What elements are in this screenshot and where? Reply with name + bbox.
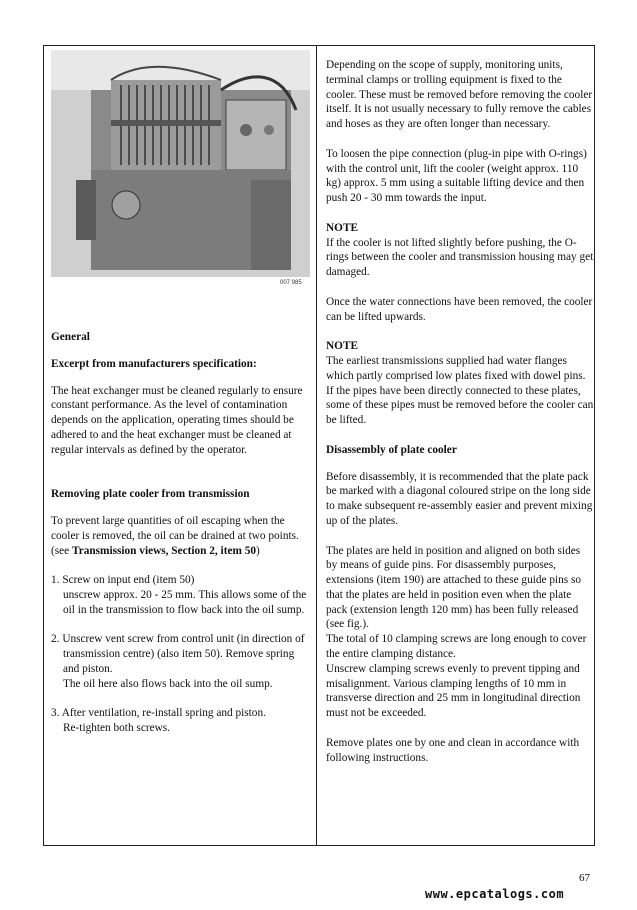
removing-heading: Removing plate cooler from transmission — [51, 488, 250, 501]
step-text: Screw on input end (item 50) — [62, 574, 195, 587]
unscrew-clamping-text: Unscrew clamping screws evenly to prevent tipping and misalignment. Various clamping lengths of 10 mm in transverse direction and 25 mm in longitudinal direction must not be exceeded. — [326, 662, 581, 720]
removing-text-a: To prevent large quantities of oil escaping when the cooler is removed, the oil can be drained at two points. (see — [51, 514, 299, 557]
step-text: After ventilation, re-install spring and piston. — [61, 707, 266, 720]
removing-text-reference: Transmission views, Section 2, item 50 — [72, 544, 257, 557]
transmission-photo — [51, 50, 310, 277]
note-text: The earliest transmissions supplied had water flanges which partly comprised low plates fixed with dowel pins. If the pipes have been directly connected to these plates, some of these pipes must be removed before the cooler can be lifted. — [326, 354, 594, 427]
paragraph-guide-pins — [326, 544, 594, 722]
note-heading: NOTE — [326, 221, 359, 234]
paragraph-scope-of-supply: Depending on the scope of supply, monitoring units, terminal clamps or trolling equipment is fixed to the cooler. These must be removed before removing the cooler itself. It is not usually necessary to fully remove the cables and hoses as they are often longer than necessary. — [326, 59, 593, 131]
guide-pins-text: The plates are held in position and aligned on both sides by means of guide pins. For disassembly purposes, extensions (item 190) are attached to these guide pins so that the plates are held in position even when the plate pack (extension length 120 mm) has been fully released (see fig.). — [326, 544, 582, 631]
clamping-screws-text: The total of 10 clamping screws are long enough to cover the entire clamping distance. — [326, 633, 587, 661]
note-heading: NOTE — [326, 340, 359, 353]
note-text: If the cooler is not lifted slightly before pushing, the O-rings between the cooler and transmission housing may get damaged. — [326, 236, 594, 279]
transmission-photo-drawing — [51, 50, 310, 277]
step-text-continued: unscrew approx. 20 - 25 mm. This allows some of the oil in the transmission to flow back into the oil sump. — [63, 588, 307, 616]
disassembly-heading: Disassembly of plate cooler — [326, 443, 457, 456]
paragraph-lift-cooler: Once the water connections have been removed, the cooler can be lifted upwards. — [326, 295, 593, 323]
step-text: Unscrew vent screw from control unit (in direction of transmission centre) (also item 50). Remove spring and piston. — [62, 633, 305, 675]
paragraph-marking: Before disassembly, it is recommended that the plate pack be marked with a diagonal coloured stripe on the long side to make subsequent re-assembly easier and prevent mixing up of the plates. — [326, 470, 593, 527]
excerpt-heading: Excerpt from manufacturers specification: — [51, 357, 257, 370]
left-column — [51, 330, 309, 751]
step-number: 1. — [51, 574, 60, 587]
drain-steps-list — [51, 573, 309, 736]
paragraph-loosen-pipe: To loosen the pipe connection (plug-in pipe with O-rings) with the control unit, lift the cooler (weight approx. 110 kg) approx. 5 mm using a suitable lifting device and then push 20 - 30 mm towards the input. — [326, 147, 587, 205]
general-heading: General — [51, 331, 90, 343]
website-watermark: www.epcatalogs.com — [425, 887, 565, 901]
right-column — [326, 58, 594, 780]
excerpt-text: The heat exchanger must be cleaned regularly to ensure constant performance. As the level of contamination depends on the application, operating times should be adhered to and the heat exchanger must be cleaned at regular intervals as defined by the operator. — [51, 384, 303, 456]
step-text-continued: Re-tighten both screws. — [63, 722, 170, 735]
list-item — [51, 632, 309, 691]
step-number: 3. — [51, 707, 60, 720]
list-item — [51, 706, 309, 736]
photo-caption: 007 985 — [280, 280, 302, 286]
step-number: 2. — [51, 633, 60, 646]
removing-text — [51, 514, 309, 558]
column-divider — [316, 45, 317, 846]
paragraph-remove-plates: Remove plates one by one and clean in accordance with following instructions. — [326, 736, 580, 764]
page-number: 67 — [579, 872, 590, 884]
removing-text-c: ) — [256, 544, 260, 557]
list-item — [51, 573, 309, 617]
step-text-continued: The oil here also flows back into the oil sump. — [63, 677, 273, 690]
